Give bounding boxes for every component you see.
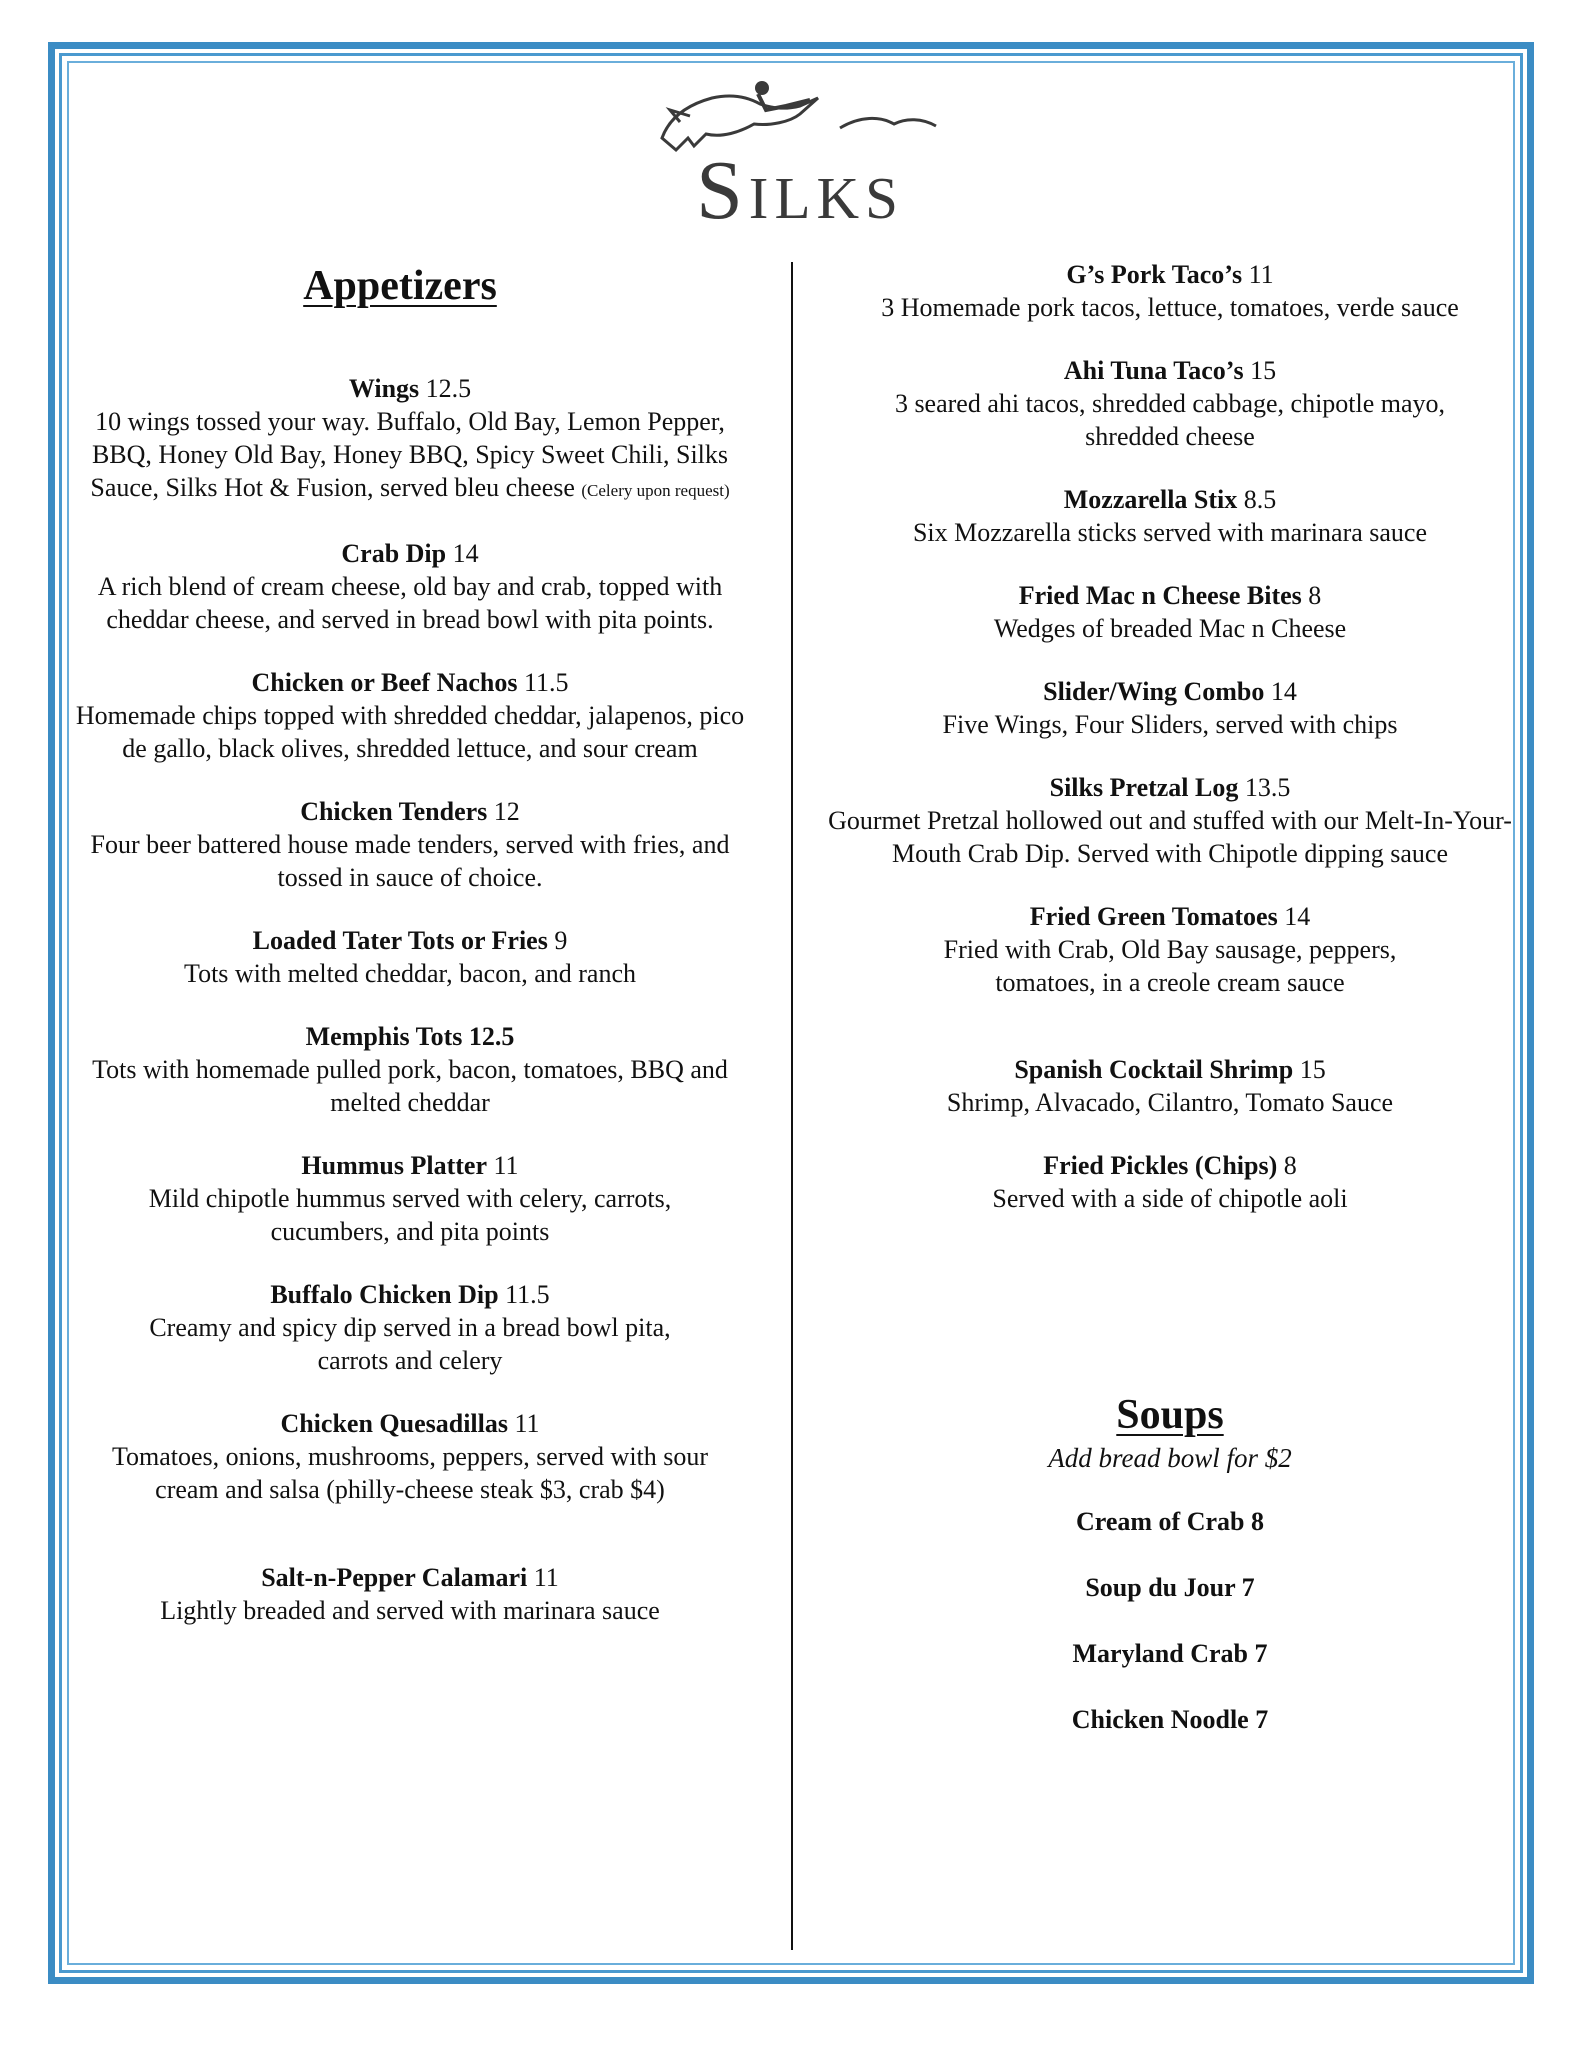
soup-item [820,1637,1520,1670]
item-description: Tots with melted cheddar, bacon, and ranch [184,959,636,988]
item-price: 8.5 [1243,485,1277,514]
item-name: Wings [348,374,420,403]
item-description: Shrimp, Alvacado, Cilantro, Tomato Sauce [946,1088,1394,1117]
item-description: Four beer battered house made tenders, served with fries, and tossed in sauce of choice. [90,830,730,892]
item-price: 15 [1250,356,1277,385]
item-name: Chicken or Beef Nachos [251,668,518,697]
menu-item [820,483,1520,549]
item-price: 14 [1270,677,1297,706]
item-name: Crab Dip [341,539,447,568]
item-description: Tots with homemade pulled pork, bacon, tomatoes, BBQ and melted cheddar [92,1055,728,1117]
soup-name: Soup du Jour [1085,1573,1236,1602]
item-description: Five Wings, Four Sliders, served with chips [942,710,1398,739]
item-description: 3 Homemade pork tacos, lettuce, tomatoes, verde sauce [881,293,1459,322]
item-price: 12 [493,797,520,826]
item-description: Fried with Crab, Old Bay sausage, peppers, tomatoes, in a creole cream sauce [943,935,1397,997]
item-name: Salt-n-Pepper Calamari [261,1563,528,1592]
item-name: Hummus Platter [301,1151,488,1180]
menu-item [70,924,750,990]
menu-item [70,537,750,636]
item-name: Slider/Wing Combo [1043,677,1265,706]
soups-subtitle: Add bread bowl for $2 [1048,1443,1292,1473]
item-description: Creamy and spicy dip served in a bread bowl pita, carrots and celery [149,1313,671,1375]
soup-price: 7 [1254,1639,1268,1668]
item-name: Fried Mac n Cheese Bites [1018,581,1302,610]
item-name: Ahi Tuna Taco’s [1063,356,1244,385]
item-price: 11 [533,1563,559,1592]
item-price: 13.5 [1244,773,1291,802]
item-price: 11.5 [523,668,569,697]
soup-item [820,1703,1520,1736]
menu-item [820,579,1520,645]
item-name: Mozzarella Stix [1063,485,1238,514]
item-description: Mild chipotle hummus served with celery, carrots, cucumbers, and pita points [148,1184,672,1246]
item-price: 11.5 [505,1280,550,1309]
menu-item [820,1053,1520,1119]
appetizers-heading: Appetizers [303,263,497,309]
item-description: Tomatoes, onions, mushrooms, peppers, served with sour cream and salsa (philly-cheese steak $3, crab $4) [111,1442,709,1504]
menu-item [70,1149,750,1248]
menu-item [820,771,1520,870]
menu-item [70,1561,750,1627]
item-name: Chicken Tenders [300,797,488,826]
item-description: 3 seared ahi tacos, shredded cabbage, chipotle mayo, shredded cheese [894,389,1446,451]
item-price: 14 [452,539,479,568]
menu-item [70,1278,750,1377]
menu-item [820,675,1520,741]
item-name: Silks Pretzal Log [1049,773,1239,802]
soup-name: Chicken Noodle [1071,1705,1249,1734]
soup-price: 7 [1241,1573,1255,1602]
item-price: 9 [554,926,568,955]
column-divider [791,262,793,1950]
item-price: 8 [1283,1151,1297,1180]
item-price: 8 [1308,581,1322,610]
item-description: Wedges of breaded Mac n Cheese [993,614,1347,643]
appetizers-column-left [70,262,750,1627]
item-name: Chicken Quesadillas [280,1409,508,1438]
item-name: Fried Pickles (Chips) [1043,1151,1278,1180]
soup-item [820,1505,1520,1538]
menu-item [70,795,750,894]
appetizers-column-right [820,258,1520,1736]
item-price: 15 [1299,1055,1326,1084]
menu-item [70,1020,750,1119]
item-name: G’s Pork Taco’s [1066,260,1243,289]
logo-wordmark: Silks [696,144,904,237]
item-description: Served with a side of chipotle aoli [992,1184,1348,1213]
menu-item [70,372,750,507]
item-note: (Celery upon request) [581,481,730,500]
soup-item [820,1571,1520,1604]
item-price: 12.5 [425,374,472,403]
item-name: Spanish Cocktail Shrimp [1014,1055,1294,1084]
silks-logo [630,76,970,237]
soup-price: 8 [1250,1507,1264,1536]
item-name: Fried Green Tomatoes [1029,902,1278,931]
soup-name: Maryland Crab [1072,1639,1248,1668]
item-price: 11 [1248,260,1274,289]
soup-price: 7 [1255,1705,1269,1734]
menu-item [70,666,750,765]
item-name: Buffalo Chicken Dip [270,1280,499,1309]
menu-item [820,258,1520,324]
menu-item [820,1149,1520,1215]
soups-heading: Soups [1116,1392,1224,1438]
item-description: Gourmet Pretzal hollowed out and stuffed with our Melt-In-Your-Mouth Crab Dip. Served with Chipotle dipping sauce [828,806,1512,868]
menu-item [820,900,1520,999]
item-price: 11 [514,1409,540,1438]
item-price: 14 [1284,902,1311,931]
item-description: 10 wings tossed your way. Buffalo, Old Bay, Lemon Pepper, BBQ, Honey Old Bay, Honey BBQ, Spicy Sweet Chili, Silks Sauce, Silks Hot & Fusion, served bleu cheese [90,407,729,502]
menu-item [70,1407,750,1506]
item-description: Six Mozzarella sticks served with marinara sauce [912,518,1428,547]
item-description: Homemade chips topped with shredded cheddar, jalapenos, pico de gallo, black olives, shredded lettuce, and sour cream [75,701,745,763]
menu-item [820,354,1520,453]
item-description: Lightly breaded and served with marinara sauce [160,1596,660,1625]
soup-name: Cream of Crab [1076,1507,1245,1536]
item-name: Loaded Tater Tots or Fries [252,926,548,955]
item-price: 11 [493,1151,519,1180]
item-name: Memphis Tots 12.5 [305,1022,515,1051]
item-description: A rich blend of cream cheese, old bay and crab, topped with cheddar cheese, and served in bread bowl with pita points. [97,572,723,634]
